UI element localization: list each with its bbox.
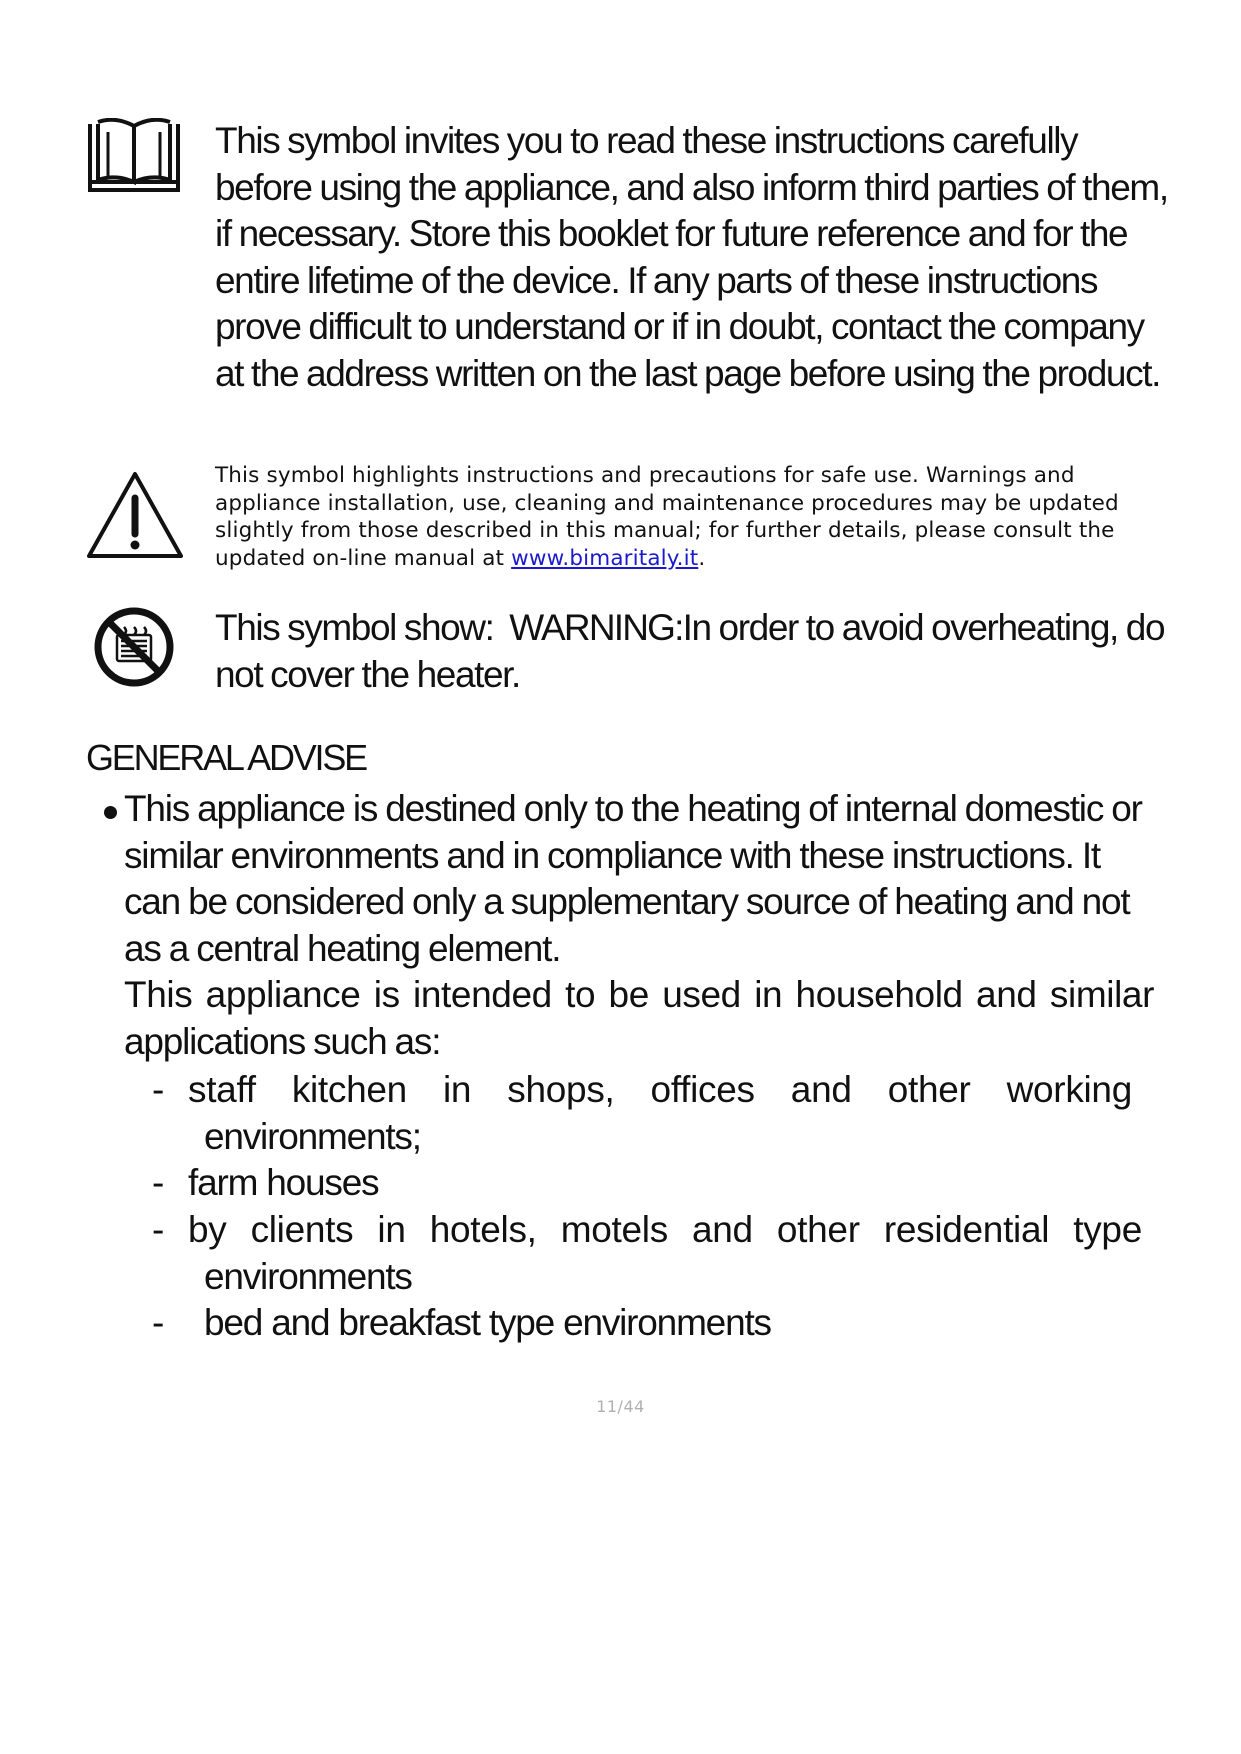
bimaritaly-link[interactable]: www.bimaritaly.it bbox=[511, 545, 699, 571]
list-item-continuation: environments; bbox=[204, 1115, 421, 1157]
dash-marker: - bbox=[152, 1302, 164, 1343]
symbol-show-prefix: This symbol show: bbox=[215, 607, 494, 648]
list-item-text: staff kitchen in shops, offices and other working bbox=[188, 1069, 1132, 1110]
do-not-cover-icon bbox=[92, 605, 176, 689]
open-book-icon bbox=[86, 118, 182, 198]
read-instructions-text: This symbol invites you to read these instructions carefully before using the appliance, and also inform third parties of them, if necessary. Store this booklet for future reference and for the entire lifetime of the device. If any parts of these instructions prove difficult to understand or if in doubt, contact the company at the address written on the last page before using the product. bbox=[215, 120, 1168, 394]
dash-marker: - bbox=[152, 1162, 164, 1203]
overheating-text: In order to avoid overheating, do not cover the heater. bbox=[215, 607, 1165, 695]
intended-use-paragraph: This appliance is destined only to the heating of internal domestic or similar environments and in compliance with these instructions. It can be considered only a supplementary source of heating and not as a central heating element. bbox=[124, 788, 1142, 969]
general-advise-heading: GENERAL ADVISE bbox=[86, 737, 366, 778]
list-item-text: bed and breakfast type environments bbox=[204, 1302, 771, 1343]
list-item-text: by clients in hotels, motels and other residential type bbox=[188, 1209, 1142, 1250]
bullet-dot bbox=[104, 806, 117, 819]
dash-marker: - bbox=[152, 1069, 164, 1110]
household-use-line-2: applications such as: bbox=[124, 1020, 441, 1062]
safety-text-end: . bbox=[698, 545, 706, 571]
warning-label: WARNING: bbox=[509, 607, 683, 648]
dash-marker: - bbox=[152, 1209, 164, 1250]
do-not-cover-text bbox=[215, 605, 1175, 698]
warning-triangle-icon bbox=[84, 468, 186, 562]
household-use-paragraph bbox=[124, 972, 1154, 1065]
page-number: 11/44 bbox=[596, 1397, 645, 1416]
safety-text bbox=[215, 462, 1175, 572]
household-use-line-1: This appliance is intended to be used in household and similar bbox=[124, 974, 1154, 1015]
safety-text-body: This symbol highlights instructions and precautions for safe use. Warnings and appliance installation, use, cleaning and maintenance procedures may be updated slightly from those described in this manual; for further details, please consult the updated on-line manual at bbox=[215, 463, 1119, 571]
list-item-text: farm houses bbox=[188, 1162, 379, 1203]
list-item-continuation: environments bbox=[204, 1255, 412, 1297]
